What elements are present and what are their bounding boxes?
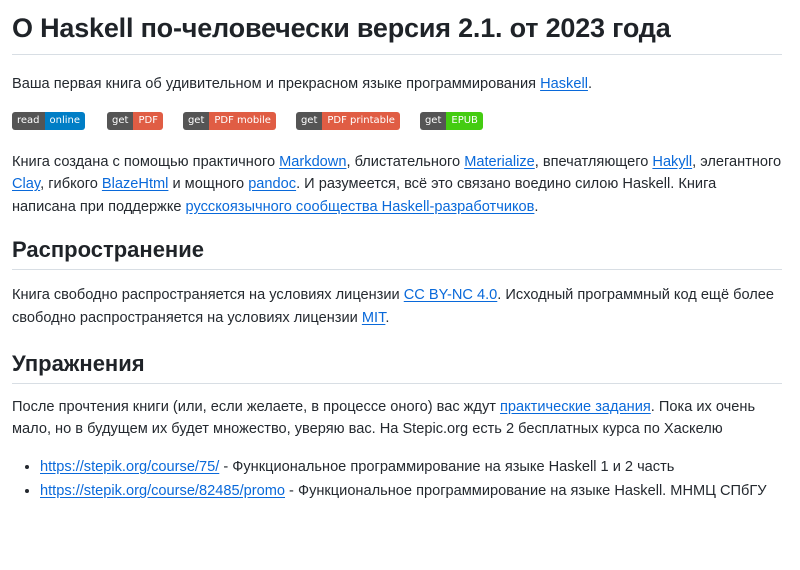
intro-paragraph: Ваша первая книга об удивительном и прекрасном языке программирования Haskell. xyxy=(12,76,593,92)
list-item: • https://stepik.org/course/82485/promo - Функциональное программирование на языке Haskell. МНМЦ СПбГУ xyxy=(40,480,782,503)
page-title: О Haskell по-человечески версия 2.1. от 2023 года xyxy=(12,0,782,55)
practical-tasks-link[interactable]: практические задания xyxy=(499,398,651,415)
list-item: • https://stepik.org/course/75/ - Функциональное программирование на языке Haskell 1 и 2 часть xyxy=(40,456,782,479)
course-82485-link[interactable]: https://stepik.org/course/82485/promo xyxy=(40,483,285,500)
courses-list xyxy=(12,456,782,503)
exercises-heading: Упражнения xyxy=(12,350,782,384)
get-pdf-printable-badge[interactable]: get PDF printable xyxy=(296,112,400,130)
mit-license-link[interactable]: MIT xyxy=(361,309,386,326)
materialize-link[interactable]: Materialize xyxy=(464,153,535,170)
clay-link[interactable]: Clay xyxy=(12,176,41,193)
get-pdf-mobile-badge[interactable]: get PDF mobile xyxy=(183,112,276,130)
course-75-link[interactable]: https://stepik.org/course/75/ xyxy=(40,458,220,475)
distribution-heading: Распространение xyxy=(12,236,782,270)
read-online-badge[interactable]: read online xyxy=(12,112,85,130)
get-pdf-badge[interactable]: get PDF xyxy=(107,112,163,130)
distribution-paragraph: Книга свободно распространяется на условиях лицензии CC BY-NC 4.0. Исходный программный код ещё более свободно распространяется на условиях лицензии MIT. xyxy=(12,287,775,326)
pandoc-link[interactable]: pandoc xyxy=(248,176,297,193)
exercises-paragraph: После прочтения книги (или, если желаете, в процессе оного) вас ждут практические задания. Пока их очень мало, но в будущем их будет множество, уверяю вас. На Stepic.org есть 2 бесплатных курса по Хаскелю xyxy=(12,398,756,438)
markdown-link[interactable]: Markdown xyxy=(279,153,347,170)
download-badges xyxy=(12,112,782,130)
hakyll-link[interactable]: Hakyll xyxy=(652,153,693,170)
blazehtml-link[interactable]: BlazeHtml xyxy=(101,176,169,193)
intro-text: Ваша первая книга об удивительном и прекрасном языке программирования xyxy=(12,76,541,92)
made-with-paragraph: Книга создана с помощью практичного Markdown, блистательного Materialize, впечатляющего Hakyll, элегантного Clay, гибкого BlazeHtml и мощного pandoc. И разумеется, всё это связано воедино силою Haskell. Книга написана при поддержке русскоязычного сообщества Haskell-разработчиков. xyxy=(12,153,782,215)
cc-license-link[interactable]: CC BY-NC 4.0 xyxy=(403,287,498,304)
haskell-link[interactable]: Haskell xyxy=(540,76,588,92)
get-epub-badge[interactable]: get EPUB xyxy=(420,112,483,130)
community-link[interactable]: русскоязычного сообщества Haskell-разработчиков xyxy=(185,198,535,215)
